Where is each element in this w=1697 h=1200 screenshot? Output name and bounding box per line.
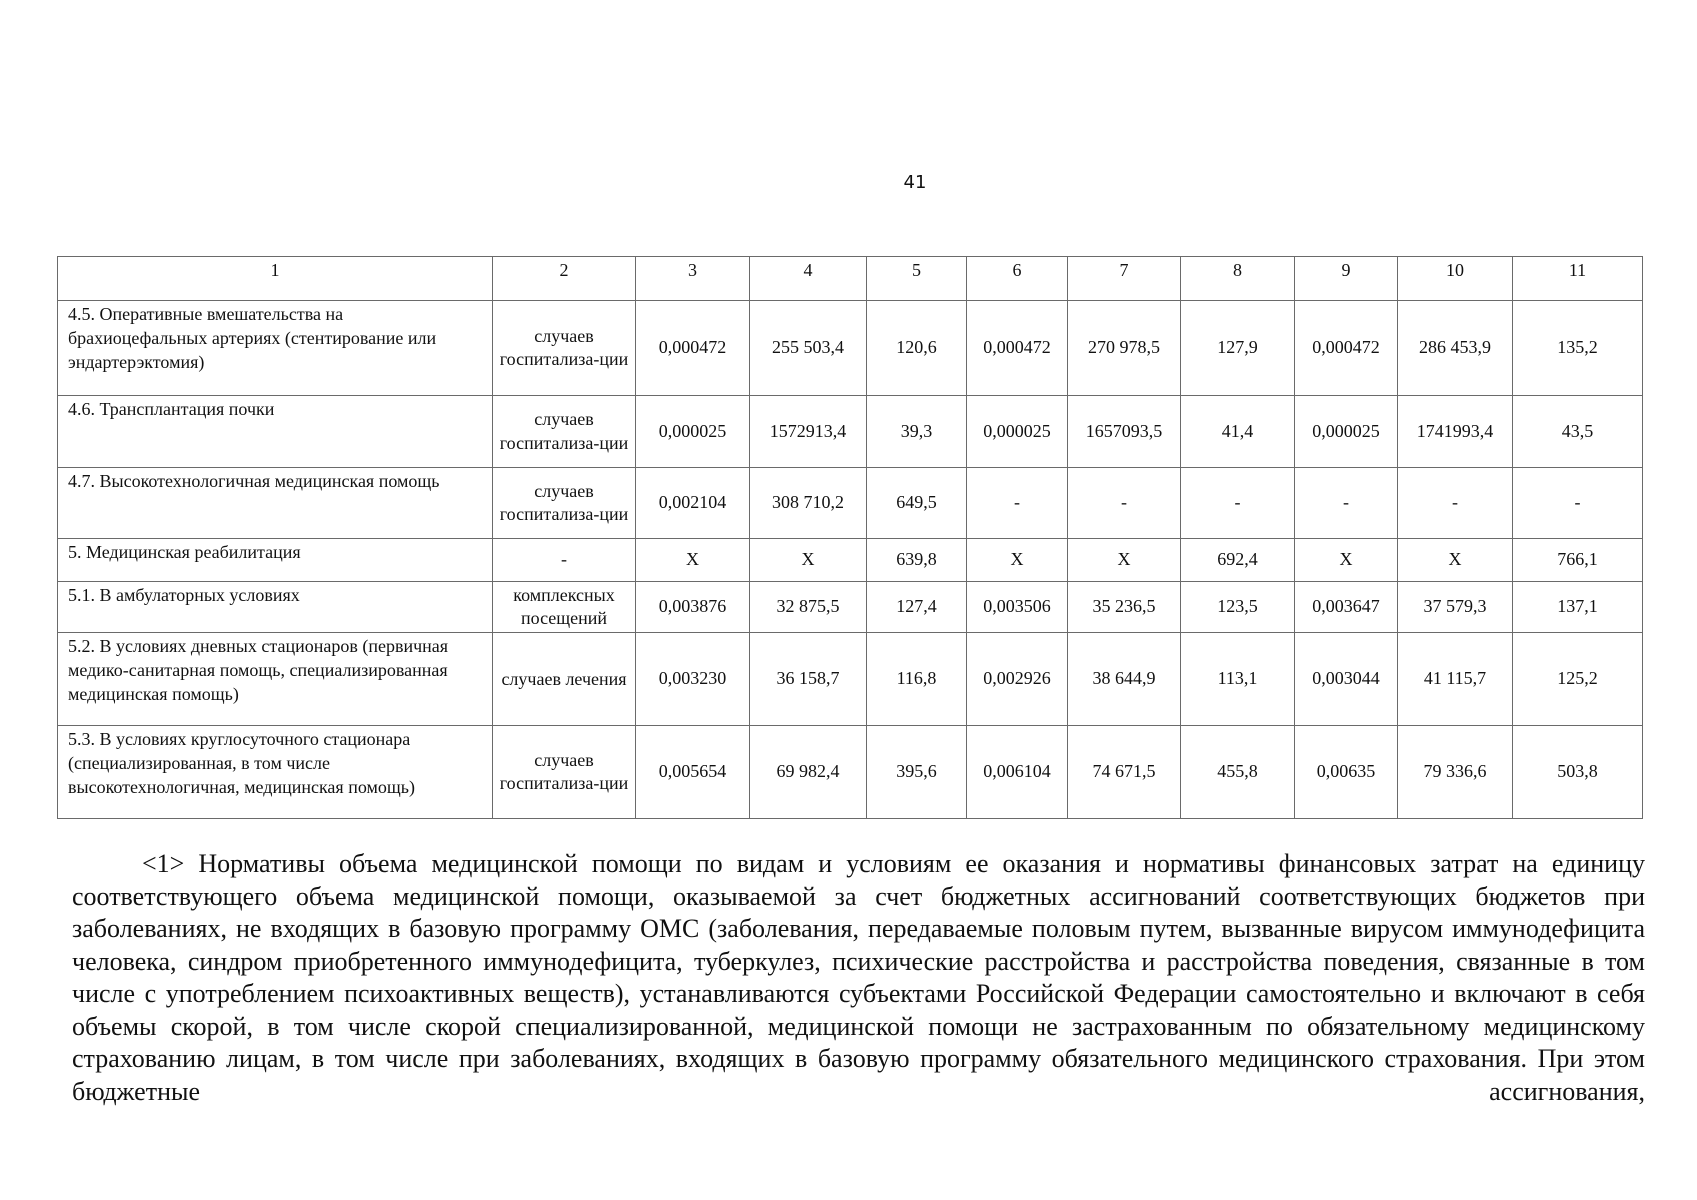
row-name-cell: 4.7. Высокотехнологичная медицинская помощь: [58, 468, 493, 539]
unit-cell: случаев госпитализа-ции: [493, 396, 636, 468]
row-name-cell: 4.5. Оперативные вмешательства на брахиоцефальных артериях (стентирование или эндартерэктомия): [58, 301, 493, 396]
value-cell: Х: [636, 539, 750, 582]
value-cell: -: [1068, 468, 1181, 539]
value-cell: 69 982,4: [750, 726, 867, 819]
table-row: [58, 633, 1643, 726]
page-number: 41: [903, 172, 927, 193]
value-cell: 36 158,7: [750, 633, 867, 726]
value-cell: 0,006104: [967, 726, 1068, 819]
value-cell: 1741993,4: [1398, 396, 1513, 468]
value-cell: 0,003876: [636, 582, 750, 633]
value-cell: Х: [1068, 539, 1181, 582]
value-cell: 0,005654: [636, 726, 750, 819]
value-cell: 0,002104: [636, 468, 750, 539]
row-name-cell: 4.6. Трансплантация почки: [58, 396, 493, 468]
value-cell: 0,000025: [967, 396, 1068, 468]
value-cell: -: [1513, 468, 1643, 539]
value-cell: 32 875,5: [750, 582, 867, 633]
value-cell: 286 453,9: [1398, 301, 1513, 396]
value-cell: 455,8: [1181, 726, 1295, 819]
value-cell: Х: [750, 539, 867, 582]
value-cell: 395,6: [867, 726, 967, 819]
value-cell: Х: [1295, 539, 1398, 582]
value-cell: 1572913,4: [750, 396, 867, 468]
value-cell: 0,000025: [636, 396, 750, 468]
value-cell: 0,000472: [967, 301, 1068, 396]
table-row: [58, 396, 1643, 468]
value-cell: 123,5: [1181, 582, 1295, 633]
unit-cell: случаев госпитализа-ции: [493, 726, 636, 819]
value-cell: 125,2: [1513, 633, 1643, 726]
value-cell: 127,4: [867, 582, 967, 633]
value-cell: 137,1: [1513, 582, 1643, 633]
row-name-cell: 5.3. В условиях круглосуточного стационара (специализированная, в том числе высокотехнологичная, медицинская помощь): [58, 726, 493, 819]
value-cell: 308 710,2: [750, 468, 867, 539]
row-name-cell: 5.1. В амбулаторных условиях: [58, 582, 493, 633]
footnote-paragraph: <1> Нормативы объема медицинской помощи по видам и условиям ее оказания и нормативы финансовых затрат на единицу соответствующего объема медицинской помощи, оказываемой за счет бюджетных ассигнований соответствующих бюджетов при заболеваниях, не входящих в базовую программу ОМС (заболевания, передаваемые половым путем, вызванные вирусом иммунодефицита человека, синдром приобретенного иммунодефицита, туберкулез, психические расстройства и расстройства поведения, связанные в том числе с употреблением психоактивных веществ), устанавливаются субъектами Российской Федерации самостоятельно и включают в себя объемы скорой, в том числе скорой специализированной, медицинской помощи не застрахованным по обязательному медицинскому страхованию лицам, в том числе при заболеваниях, входящих в базовую программу обязательного медицинского страхования. При этом бюджетные ассигнования,: [72, 849, 1645, 1106]
header-cell: 4: [750, 257, 867, 301]
value-cell: 0,00635: [1295, 726, 1398, 819]
value-cell: 43,5: [1513, 396, 1643, 468]
value-cell: 255 503,4: [750, 301, 867, 396]
value-cell: 38 644,9: [1068, 633, 1181, 726]
table-header-row: [58, 257, 1643, 301]
row-name-cell: 5. Медицинская реабилитация: [58, 539, 493, 582]
norms-table-container: [57, 256, 1642, 819]
row-name-cell: 5.2. В условиях дневных стационаров (первичная медико-санитарная помощь, специализированная медицинская помощь): [58, 633, 493, 726]
value-cell: 41,4: [1181, 396, 1295, 468]
value-cell: 135,2: [1513, 301, 1643, 396]
value-cell: 692,4: [1181, 539, 1295, 582]
unit-cell: случаев госпитализа-ции: [493, 301, 636, 396]
value-cell: 0,000472: [1295, 301, 1398, 396]
value-cell: 503,8: [1513, 726, 1643, 819]
table-row: [58, 539, 1643, 582]
value-cell: -: [1295, 468, 1398, 539]
unit-cell: комплексных посещений: [493, 582, 636, 633]
value-cell: 0,003647: [1295, 582, 1398, 633]
header-cell: 7: [1068, 257, 1181, 301]
unit-cell: случаев госпитализа-ции: [493, 468, 636, 539]
header-cell: 9: [1295, 257, 1398, 301]
header-cell: 3: [636, 257, 750, 301]
value-cell: -: [1181, 468, 1295, 539]
value-cell: 41 115,7: [1398, 633, 1513, 726]
unit-cell: случаев лечения: [493, 633, 636, 726]
table-row: [58, 468, 1643, 539]
value-cell: 639,8: [867, 539, 967, 582]
value-cell: 0,000025: [1295, 396, 1398, 468]
header-cell: 11: [1513, 257, 1643, 301]
value-cell: 270 978,5: [1068, 301, 1181, 396]
value-cell: 0,003044: [1295, 633, 1398, 726]
value-cell: Х: [1398, 539, 1513, 582]
header-cell: 1: [58, 257, 493, 301]
value-cell: 1657093,5: [1068, 396, 1181, 468]
table-row: [58, 301, 1643, 396]
value-cell: 0,003506: [967, 582, 1068, 633]
value-cell: 37 579,3: [1398, 582, 1513, 633]
header-cell: 6: [967, 257, 1068, 301]
value-cell: -: [1398, 468, 1513, 539]
value-cell: 74 671,5: [1068, 726, 1181, 819]
value-cell: 0,002926: [967, 633, 1068, 726]
value-cell: 0,003230: [636, 633, 750, 726]
header-cell: 8: [1181, 257, 1295, 301]
value-cell: 116,8: [867, 633, 967, 726]
value-cell: 79 336,6: [1398, 726, 1513, 819]
table-row: [58, 582, 1643, 633]
value-cell: 35 236,5: [1068, 582, 1181, 633]
header-cell: 10: [1398, 257, 1513, 301]
value-cell: 766,1: [1513, 539, 1643, 582]
value-cell: Х: [967, 539, 1068, 582]
header-cell: 5: [867, 257, 967, 301]
table-row: [58, 726, 1643, 819]
header-cell: 2: [493, 257, 636, 301]
value-cell: 0,000472: [636, 301, 750, 396]
value-cell: 649,5: [867, 468, 967, 539]
unit-cell: -: [493, 539, 636, 582]
value-cell: -: [967, 468, 1068, 539]
value-cell: 127,9: [1181, 301, 1295, 396]
value-cell: 113,1: [1181, 633, 1295, 726]
value-cell: 39,3: [867, 396, 967, 468]
norms-table: [57, 256, 1643, 819]
value-cell: 120,6: [867, 301, 967, 396]
